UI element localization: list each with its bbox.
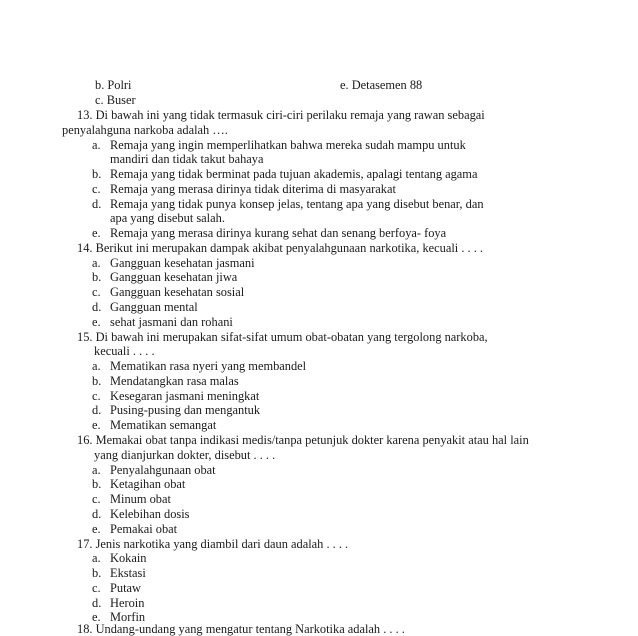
option-line: Gangguan mental <box>110 300 198 314</box>
option-letter: e. <box>92 418 101 432</box>
option-letter: a. <box>92 359 101 373</box>
question-16-cont: yang dianjurkan dokter, disebut . . . . <box>94 448 276 462</box>
option-line: Gangguan kesehatan jasmani <box>110 256 255 270</box>
option-letter: e. <box>92 522 101 536</box>
option-line: e. Detasemen 88 <box>340 78 423 92</box>
option-letter: a. <box>92 463 101 477</box>
option-line: Penyalahgunaan obat <box>110 463 216 477</box>
option-letter: e. <box>92 610 101 624</box>
option-line: Pusing-pusing dan mengantuk <box>110 403 261 417</box>
option-letter: b. <box>92 167 102 181</box>
option-line: apa yang disebut salah. <box>110 211 225 225</box>
option-line: Ekstasi <box>110 566 146 580</box>
option-letter: c. <box>92 285 101 299</box>
question-16: 16. Memakai obat tanpa indikasi medis/tanpa petunjuk dokter karena penyakit atau hal lain <box>77 433 529 447</box>
option-letter: d. <box>92 403 102 417</box>
question-15-cont: kecuali . . . . <box>94 344 155 358</box>
option-line: Ketagihan obat <box>110 477 186 491</box>
option-letter: e. <box>92 315 101 329</box>
option-letter: c. <box>92 389 101 403</box>
option-letter: a. <box>92 138 101 152</box>
option-letter: c. <box>92 581 101 595</box>
option-line: b. Polri <box>95 78 132 92</box>
option-letter: b. <box>92 477 102 491</box>
option-line: Gangguan kesehatan sosial <box>110 285 245 299</box>
option-line: Minum obat <box>110 492 171 506</box>
question-17: 17. Jenis narkotika yang diambil dari daun adalah . . . . <box>77 537 349 551</box>
option-line: Gangguan kesehatan jiwa <box>110 270 238 284</box>
option-line: Remaja yang tidak berminat pada tujuan akademis, apalagi tentang agama <box>110 167 478 181</box>
question-18-partial: 18. Undang-undang yang mengatur tentang Narkotika adalah . . . . <box>77 622 405 636</box>
option-line: c. Buser <box>95 93 136 107</box>
question-15: 15. Di bawah ini merupakan sifat-sifat umum obat-obatan yang tergolong narkoba, <box>77 330 488 344</box>
option-letter: d. <box>92 507 102 521</box>
option-letter: d. <box>92 300 102 314</box>
option-letter: a. <box>92 551 101 565</box>
question-13-cont: penyalahguna narkoba adalah …. <box>62 123 228 137</box>
option-letter: d. <box>92 596 102 610</box>
option-letter: b. <box>92 374 102 388</box>
option-line: sehat jasmani dan rohani <box>110 315 233 329</box>
option-letter: c. <box>92 492 101 506</box>
option-line: Putaw <box>110 581 141 595</box>
option-letter: a. <box>92 256 101 270</box>
option-line: mandiri dan tidak takut bahaya <box>110 152 264 166</box>
option-line: Remaja yang ingin memperlihatkan bahwa mereka sudah mampu untuk <box>110 138 466 152</box>
option-line: Remaja yang tidak punya konsep jelas, tentang apa yang disebut benar, dan <box>110 197 484 211</box>
option-line: Morfin <box>110 610 146 624</box>
option-letter: d. <box>92 197 102 211</box>
option-line: Mematikan semangat <box>110 418 217 432</box>
option-letter: b. <box>92 566 102 580</box>
option-line: Kesegaran jasmani meningkat <box>110 389 260 403</box>
option-line: Remaja yang merasa dirinya tidak diterima di masyarakat <box>110 182 396 196</box>
question-14: 14. Berikut ini merupakan dampak akibat penyalahgunaan narkotika, kecuali . . . . <box>77 241 484 255</box>
option-letter: e. <box>92 226 101 240</box>
option-line: Heroin <box>110 596 145 610</box>
option-letter: c. <box>92 182 101 196</box>
option-line: Kelebihan dosis <box>110 507 190 521</box>
option-line: Pemakai obat <box>110 522 178 536</box>
option-line: Kokain <box>110 551 147 565</box>
option-line: Mematikan rasa nyeri yang membandel <box>110 359 307 373</box>
question-13: 13. Di bawah ini yang tidak termasuk ciri-ciri perilaku remaja yang rawan sebagai <box>77 108 485 122</box>
option-line: Remaja yang merasa dirinya kurang sehat dan senang berfoya- foya <box>110 226 447 240</box>
option-line: Mendatangkan rasa malas <box>110 374 239 388</box>
option-letter: b. <box>92 270 102 284</box>
